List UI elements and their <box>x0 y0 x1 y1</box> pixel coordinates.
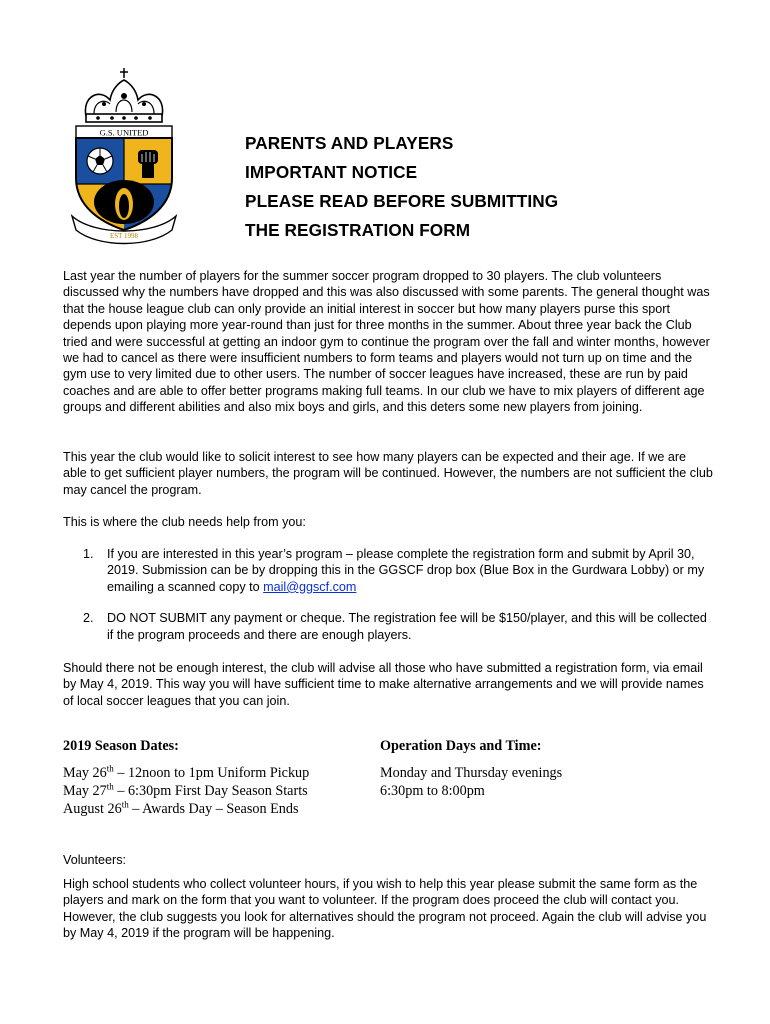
operation-heading: Operation Days and Time: <box>380 738 542 754</box>
intro-paragraph: Last year the number of players for the summer soccer program dropped to 30 players. The club volunteers discussed why the numbers have dropped and this was also discussed with some parents. The general thought was that the house league club can only provide an initial interest in soccer but how many players purse this sport depends upon playing more year-round than just for three months in the summer. About three year back the Club tried and were successful at getting an indoor gym to continue the program over the fall and winter months, however we had to cancel as there were insufficient numbers to form teams and players would not turn up on time and the gym use to very limited due to other users. The number of soccer leagues have increased, these are run by paid coaches and are able to offer better programs making full teams. In our club we have to mix players of different age groups and different abilities and also mix boys and girls, and this deters some new players from joining. <box>63 269 710 415</box>
heading-line-3: PLEASE READ BEFORE SUBMITTING <box>245 191 559 211</box>
heading-line-2: IMPORTANT NOTICE <box>245 162 418 182</box>
operation-column <box>380 737 700 800</box>
email-link[interactable]: mail@ggscf.com <box>263 579 357 594</box>
help-paragraph: This is where the club needs help from you: <box>63 515 306 529</box>
season-date-line: May 27th – 6:30pm First Day Season Starts <box>63 781 308 799</box>
soccer-ball-icon <box>87 148 113 174</box>
list-item-body: If you are interested in this year’s program – please complete the registration form and submit by April 30, 2019. Submission can be by dropping this in the GGSCF drop box (Blue Box in the Gurdwara Lobby) or my emailing a scanned copy to <box>107 547 705 594</box>
volunteers-heading: Volunteers: <box>63 853 127 867</box>
season-date-line: May 26th – 12noon to 1pm Uniform Pickup <box>63 763 310 781</box>
heading-line-1: PARENTS AND PLAYERS <box>245 133 454 153</box>
operation-line: 6:30pm to 8:00pm <box>380 783 485 799</box>
operation-line: Monday and Thursday evenings <box>380 765 563 781</box>
list-item-text <box>107 546 713 595</box>
crown-icon <box>85 68 162 122</box>
list-item-text: DO NOT SUBMIT any payment or cheque. The registration fee will be $150/player, and this will be collected if the program proceeds and there are enough players. <box>107 611 707 642</box>
notice-headings <box>245 129 725 245</box>
interest-paragraph: This year the club would like to solicit interest to see how many players can be expected and their age. If we are able to get sufficient player numbers, the program will be continued. However, the numbers are not sufficient the club may cancel the program. <box>63 450 713 497</box>
list-item <box>63 610 713 643</box>
crest-banner-text: G.S. UNITED <box>99 127 149 138</box>
club-crest-logo <box>64 66 184 246</box>
season-date-line: August 26th – Awards Day – Season Ends <box>63 799 299 817</box>
crest-est-text: EST 1998 <box>109 232 139 240</box>
heading-line-4: THE REGISTRATION FORM <box>245 220 471 240</box>
advise-paragraph: Should there not be enough interest, the club will advise all those who have submitted a registration form, via email by May 4, 2019. This way you will have sufficient time to make alternative arrangements and we will provide names of local soccer leagues that you can join. <box>63 661 704 708</box>
season-dates-column <box>63 737 363 818</box>
list-item-number: 1. <box>83 547 94 561</box>
list-item <box>63 546 713 595</box>
instructions-list <box>63 546 713 658</box>
volunteers-paragraph: High school students who collect volunteer hours, if you wish to help this year please submit the same form as the players and mark on the form that you want to volunteer. If the program does proceed the club will contact you. However, the club suggests you look for alternatives should the program not proceed. Again the club will advise you by May 4, 2019 if the program will be happening. <box>63 877 707 941</box>
season-dates-heading: 2019 Season Dates: <box>63 738 179 754</box>
list-item-number: 2. <box>83 611 94 626</box>
